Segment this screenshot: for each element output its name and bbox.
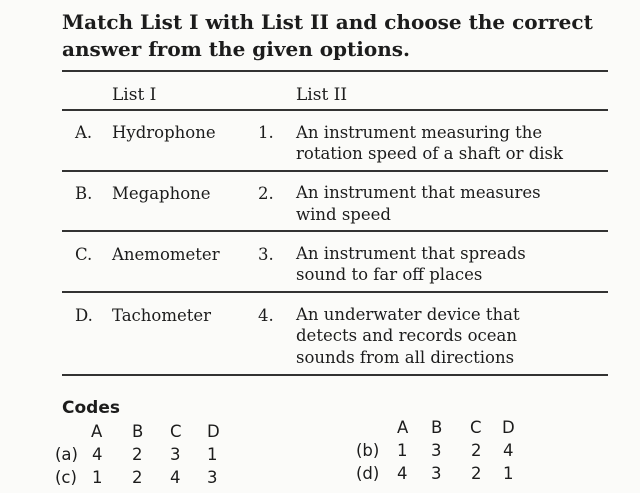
row-desc-line: An instrument measuring the	[296, 123, 543, 142]
row-number: 2.	[258, 184, 274, 203]
codes-col-header: D	[502, 418, 515, 437]
option-value: 3	[207, 468, 218, 487]
option-value: 2	[471, 441, 482, 460]
row-item: Hydrophone	[112, 123, 216, 142]
option-value: 4	[170, 468, 181, 487]
list2-header: List II	[296, 85, 348, 105]
row-number: 4.	[258, 306, 274, 325]
row-desc-line: wind speed	[296, 205, 391, 224]
row-number: 1.	[258, 123, 274, 142]
row-letter: C.	[75, 245, 93, 264]
option-value: 4	[397, 464, 408, 483]
row-desc-line: sounds from all directions	[296, 348, 515, 367]
option-value: 1	[503, 464, 514, 483]
row-desc-line: An instrument that spreads	[296, 244, 526, 263]
option-value: 3	[170, 445, 181, 464]
option-value: 1	[92, 468, 103, 487]
row-number: 3.	[258, 245, 274, 264]
header-bottom-rule	[62, 109, 608, 111]
option-value: 2	[132, 468, 143, 487]
row-desc-line: rotation speed of a shaft or disk	[296, 144, 564, 163]
option-value: 1	[207, 445, 218, 464]
option-label: (a)	[55, 445, 78, 464]
table-bottom-rule	[62, 374, 608, 376]
option-label: (d)	[356, 464, 380, 483]
row-desc-line: An underwater device that	[296, 305, 520, 324]
option-label: (b)	[356, 441, 380, 460]
row-letter: B.	[75, 184, 93, 203]
row-item: Megaphone	[112, 184, 211, 203]
option-value: 3	[431, 441, 442, 460]
codes-col-header: A	[91, 422, 103, 441]
list1-header: List I	[112, 85, 157, 105]
option-value: 2	[471, 464, 482, 483]
codes-col-header: B	[132, 422, 144, 441]
option-value: 4	[92, 445, 103, 464]
row-desc-line: detects and records ocean	[296, 326, 517, 345]
row-rule	[62, 170, 608, 172]
option-label: (c)	[55, 468, 77, 487]
row-rule	[62, 230, 608, 232]
row-desc-line: sound to far off places	[296, 265, 483, 284]
row-letter: A.	[75, 123, 93, 142]
codes-title: Codes	[62, 398, 120, 418]
question-text: Match List I with List II and choose the correct answer from the given options.	[62, 10, 593, 61]
option-value: 2	[132, 445, 143, 464]
codes-col-header: D	[207, 422, 220, 441]
row-letter: D.	[75, 306, 93, 325]
row-item: Tachometer	[112, 306, 212, 325]
row-rule	[62, 291, 608, 293]
option-value: 4	[503, 441, 514, 460]
option-value: 1	[397, 441, 408, 460]
row-item: Anemometer	[112, 245, 220, 264]
row-desc-line: An instrument that measures	[296, 183, 541, 202]
codes-col-header: C	[470, 418, 482, 437]
codes-col-header: C	[170, 422, 182, 441]
codes-col-header: A	[397, 418, 409, 437]
option-value: 3	[431, 464, 442, 483]
table-top-rule	[62, 70, 608, 72]
codes-col-header: B	[431, 418, 443, 437]
